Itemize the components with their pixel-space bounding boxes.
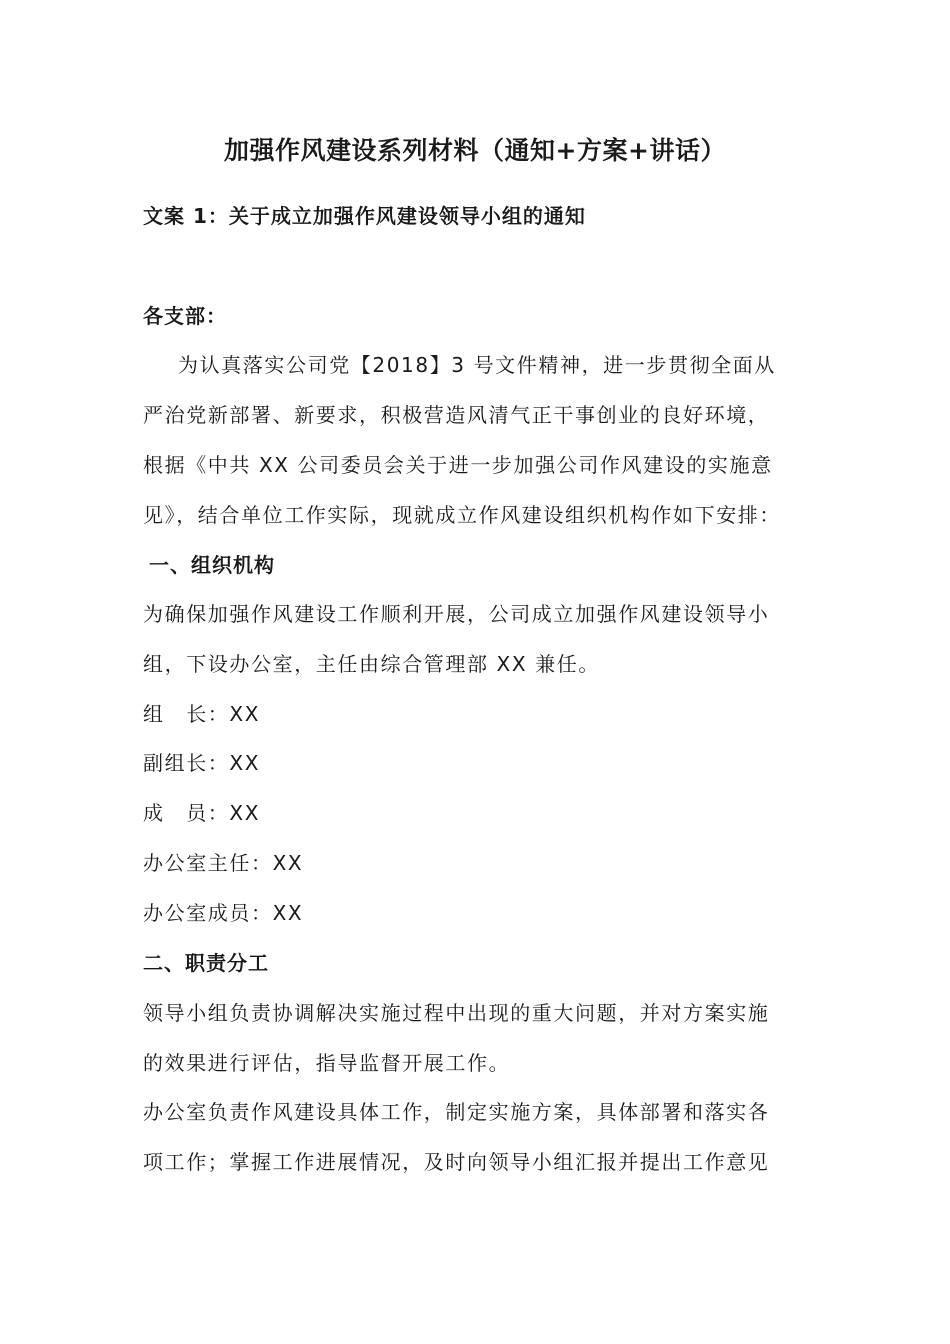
section2-paragraph-line: 办公室负责作风建设具体工作，制定实施方案，具体部署和落实各 bbox=[143, 1100, 770, 1124]
document-subtitle: 文案 1：关于成立加强作风建设领导小组的通知 bbox=[143, 204, 586, 228]
member-office-director: 办公室主任：XX bbox=[143, 851, 304, 875]
document-title: 加强作风建设系列材料（通知+方案+讲话） bbox=[224, 136, 726, 165]
intro-line: 见》，结合单位工作实际，现就成立作风建设组织机构作如下安排： bbox=[143, 503, 781, 527]
intro-line: 严治党新部署、新要求，积极营造风清气正干事创业的良好环境， bbox=[143, 403, 770, 427]
section-heading-responsibilities: 二、职责分工 bbox=[143, 951, 269, 975]
member-deputy-leader: 副组长：XX bbox=[143, 751, 261, 775]
member-office-staff: 办公室成员：XX bbox=[143, 901, 304, 925]
section1-paragraph-line: 组，下设办公室，主任由综合管理部 XX 兼任。 bbox=[143, 652, 600, 676]
member-leader: 组 长：XX bbox=[143, 702, 261, 726]
intro-line: 根据《中共 XX 公司委员会关于进一步加强公司作风建设的实施意 bbox=[143, 453, 773, 477]
salutation: 各支部： bbox=[143, 304, 227, 328]
section2-paragraph-line: 的效果进行评估，指导监督开展工作。 bbox=[143, 1051, 511, 1075]
member-members: 成 员：XX bbox=[143, 801, 261, 825]
section2-paragraph-line: 领导小组负责协调解决实施过程中出现的重大问题，并对方案实施 bbox=[143, 1001, 770, 1025]
intro-line: 为认真落实公司党【2018】3 号文件精神，进一步贯彻全面从 bbox=[178, 353, 776, 377]
section1-paragraph-line: 为确保加强作风建设工作顺利开展，公司成立加强作风建设领导小 bbox=[143, 602, 770, 626]
section-heading-organization: 一、组织机构 bbox=[149, 553, 275, 577]
section2-paragraph-line: 项工作；掌握工作进展情况，及时向领导小组汇报并提出工作意见 bbox=[143, 1150, 770, 1174]
